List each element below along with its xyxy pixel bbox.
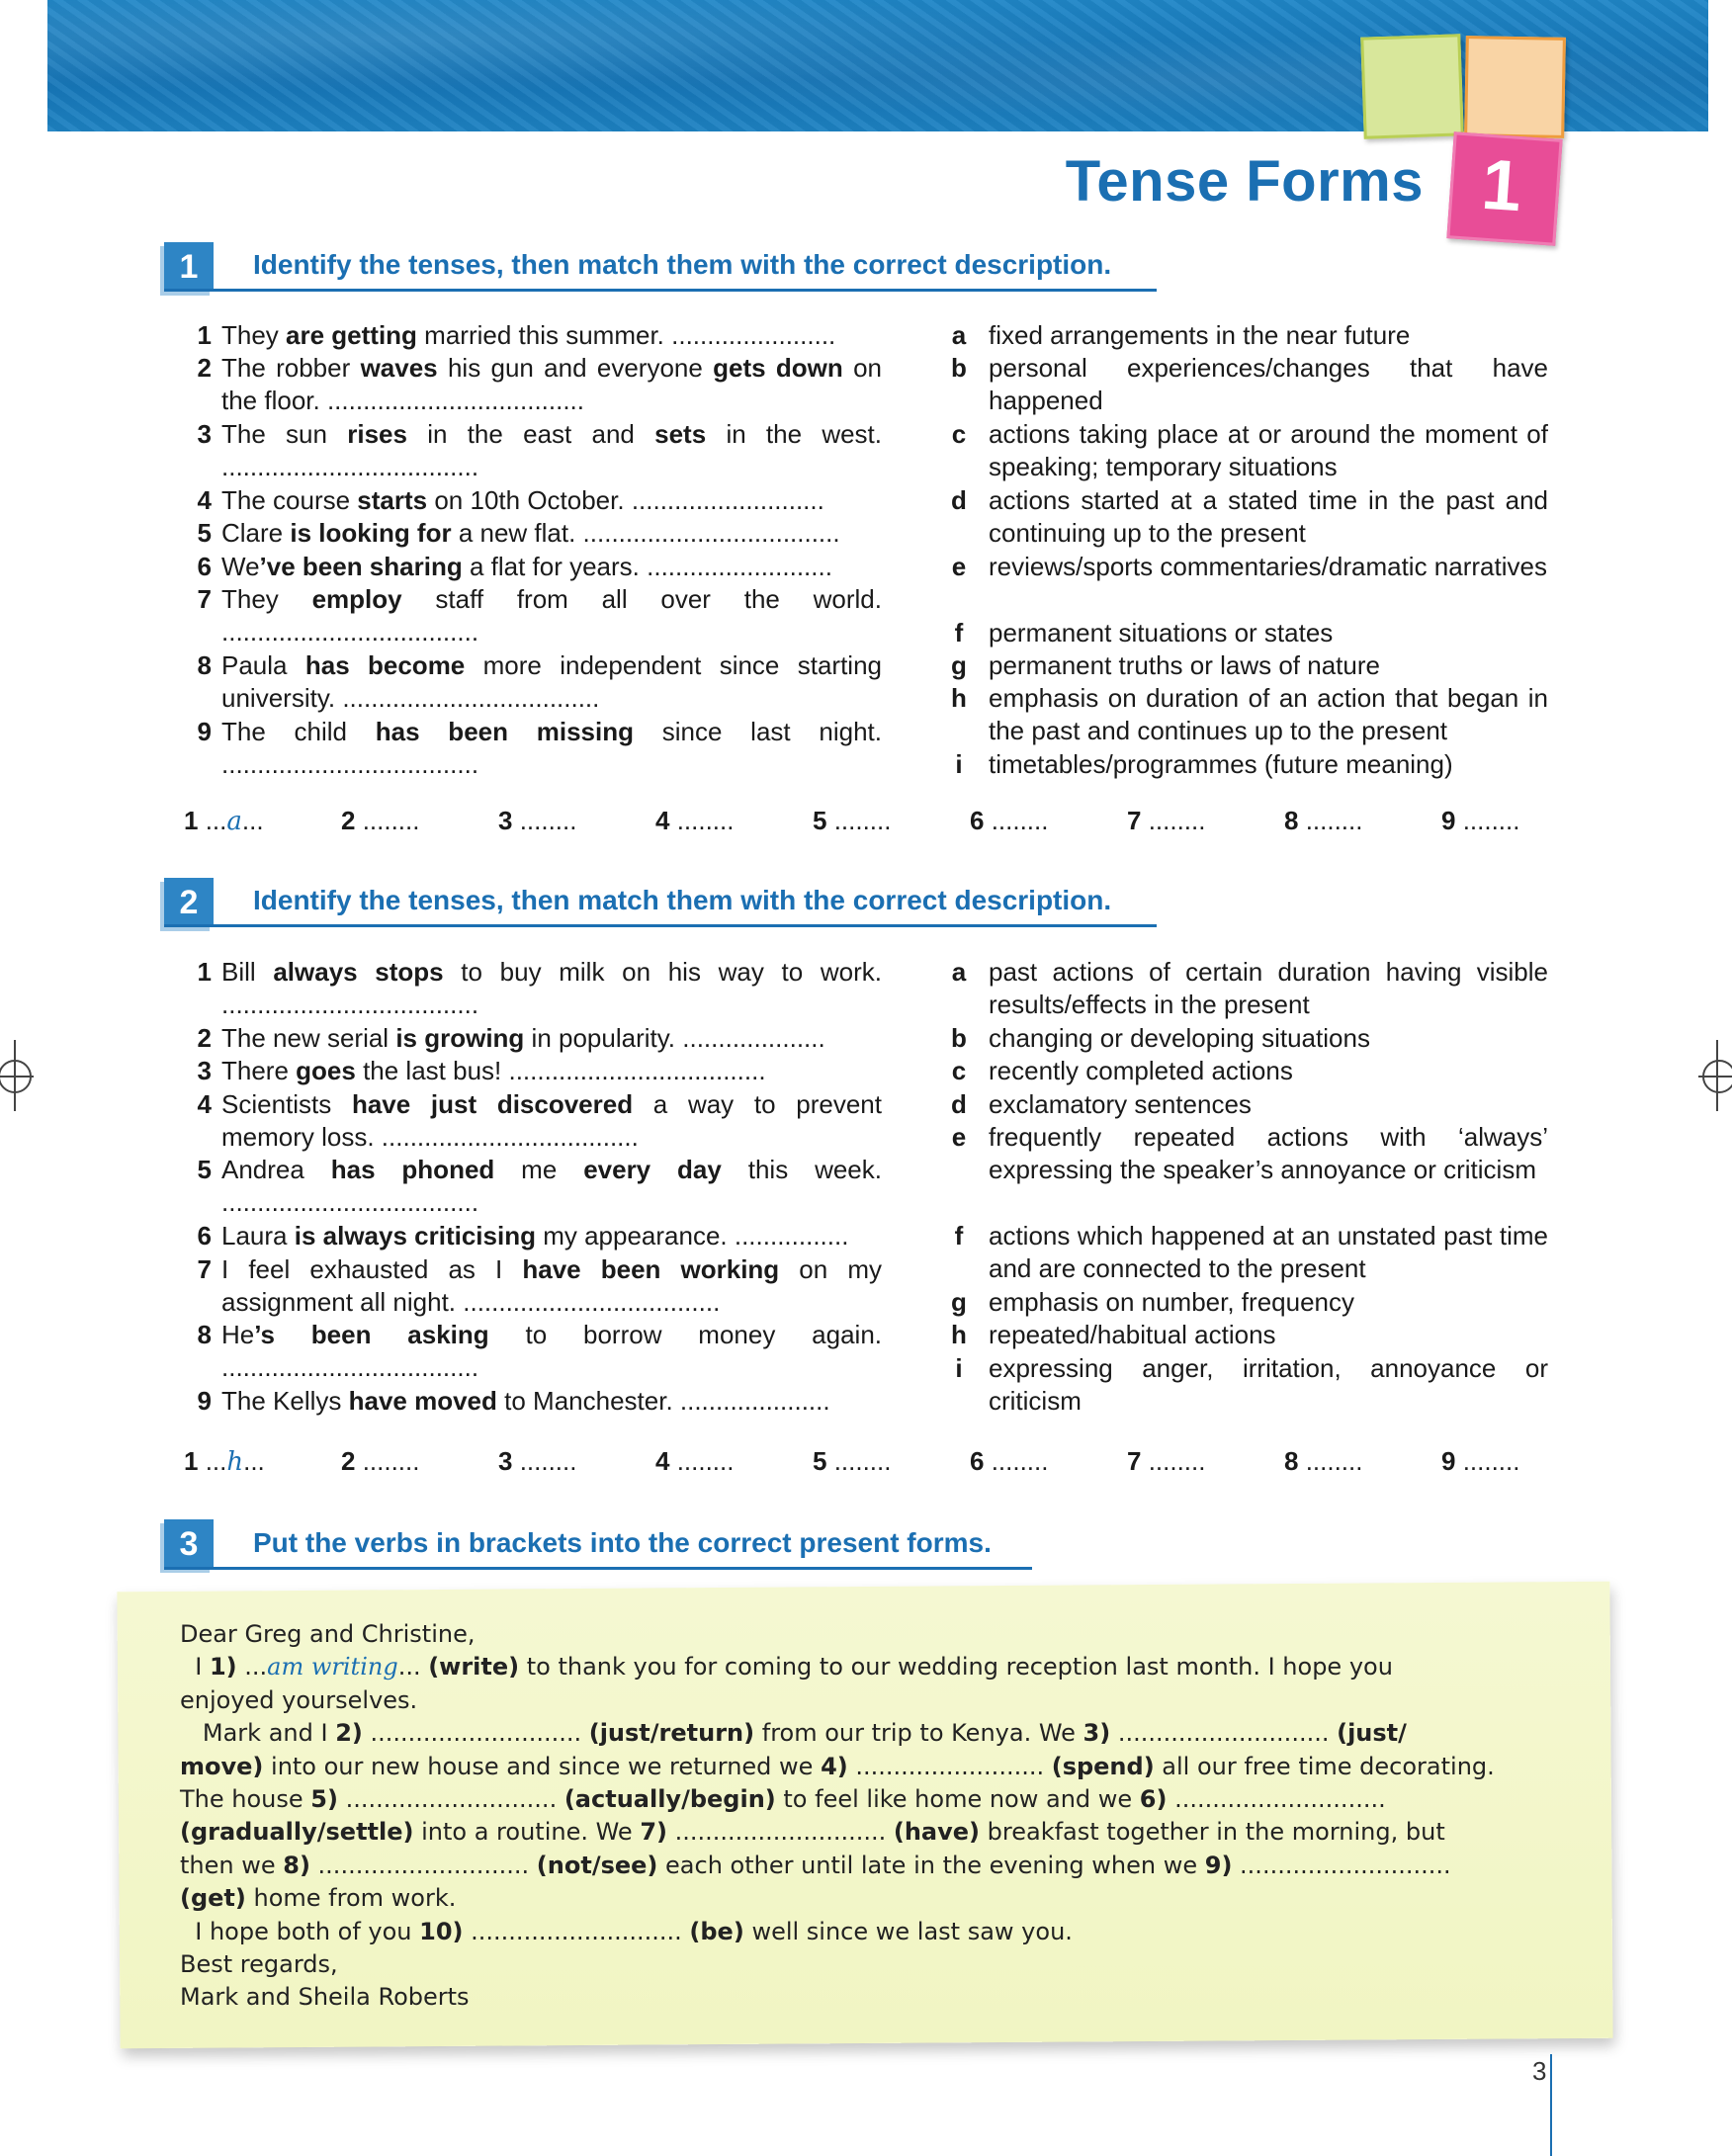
answer-blank: ........: [519, 1446, 577, 1476]
ex1-answer-1[interactable]: [184, 806, 264, 836]
ex1-desc-text: fixed arrangements in the near future: [989, 320, 1411, 350]
exercise-1-underline: [164, 289, 1157, 292]
answer-value: h: [226, 1447, 244, 1477]
ex2-desc-marker: a: [951, 957, 967, 987]
answer-number: 7: [1127, 806, 1149, 835]
ex1-desc-marker: d: [951, 485, 967, 515]
answer-blank: ........: [1305, 1446, 1363, 1476]
ex1-item-marker: 9: [197, 716, 212, 746]
ex1-item-text: The sun rises in the east and sets in the west. ....................................: [221, 419, 883, 482]
answer-blank: ...: [205, 1446, 227, 1476]
ex2-item-text: Bill always stops to buy milk on his way to work. ....................................: [221, 957, 882, 1019]
ex1-desc-marker: c: [951, 419, 967, 450]
ex1-answer-5[interactable]: [813, 806, 891, 836]
ex1-item-text: Clare is looking for a new flat. ....................................: [221, 518, 840, 549]
answer-blank: ........: [1148, 806, 1206, 835]
exercise-1-number: 1: [164, 242, 214, 292]
ex2-item-text: Laura is always criticising my appearance. ................: [221, 1221, 849, 1251]
ex1-item-text: They employ staff from all over the world. ....................................: [221, 584, 882, 647]
ex2-answer-1[interactable]: [184, 1446, 265, 1477]
ex1-desc-text: permanent truths or laws of nature: [989, 650, 1380, 680]
ex1-item-marker: 6: [197, 551, 212, 581]
ex2-desc-text: recently completed actions: [989, 1056, 1293, 1086]
ex2-item-text: The Kellys have moved to Manchester. .....................: [221, 1386, 830, 1417]
letter-line: (gradually/settle) into a routine. We 7) ............................ (have) breakfast together in the morning, but: [180, 1818, 1445, 1847]
ex2-item-marker: 2: [197, 1022, 212, 1053]
ex1-item-marker: 2: [197, 353, 212, 384]
ex1-item-marker: 4: [197, 485, 212, 515]
registration-mark-right-v: [1716, 1040, 1718, 1111]
ex1-answer-8[interactable]: [1284, 806, 1362, 836]
letter-line: (get) home from work.: [180, 1884, 457, 1913]
answer-number: 1: [184, 806, 206, 835]
exercise-1-instruction: Identify the tenses, then match them with the correct description.: [253, 249, 1112, 280]
ex2-answer-5[interactable]: [813, 1446, 891, 1477]
ex2-item-marker: 5: [197, 1155, 212, 1185]
page-title: Tense Forms: [1065, 149, 1424, 214]
ex1-desc-marker: i: [955, 749, 963, 780]
answer-number: 2: [341, 1446, 363, 1476]
ex2-desc-text: exclamatory sentences: [989, 1088, 1252, 1119]
ex2-item-marker: 6: [197, 1221, 212, 1251]
ex2-answer-3[interactable]: [498, 1446, 576, 1477]
ex1-item-marker: 8: [197, 650, 212, 680]
ex2-desc-marker: g: [951, 1287, 967, 1317]
ex1-item-text: We’ve been sharing a flat for years. ..........................: [221, 551, 832, 581]
letter-line: Mark and I 2) ............................ (just/return) from our trip to Kenya. We 3) ............................ (just/: [180, 1719, 1407, 1748]
page-number: 3: [1532, 2056, 1547, 2086]
ex2-item-marker: 8: [197, 1320, 212, 1350]
answer-number: 5: [813, 1446, 834, 1476]
answer-number: 4: [655, 806, 677, 835]
answer-blank: ........: [1462, 806, 1520, 835]
answer-number: 5: [813, 806, 834, 835]
ex2-desc-marker: i: [955, 1352, 963, 1383]
ex1-desc-marker: h: [951, 683, 967, 714]
letter-line: Mark and Sheila Roberts: [180, 1983, 470, 2012]
letter-line: Dear Greg and Christine,: [180, 1620, 476, 1648]
answer-number: 7: [1127, 1446, 1149, 1476]
exercise-2-instruction: Identify the tenses, then match them with the correct description.: [253, 885, 1112, 915]
ex1-item-text: The robber waves his gun and everyone gets down on the floor. ....................................: [221, 353, 883, 416]
letter-line: then we 8) ............................ (not/see) each other until late in the evening when we 9) ............................: [180, 1851, 1451, 1879]
ex2-desc-marker: d: [951, 1088, 967, 1119]
ex2-desc-text: changing or developing situations: [989, 1022, 1370, 1053]
answer-number: 6: [970, 1446, 992, 1476]
ex1-item-marker: 3: [197, 419, 212, 450]
answer-number: 3: [498, 1446, 520, 1476]
exercise-2-number: 2: [164, 878, 214, 927]
answer-blank: ........: [1148, 1446, 1206, 1476]
ex2-desc-text: emphasis on number, frequency: [989, 1287, 1354, 1317]
ex2-answer-7[interactable]: [1127, 1446, 1205, 1477]
answer-blank: ........: [362, 806, 420, 835]
letter-line: enjoyed yourselves.: [180, 1685, 418, 1714]
answer-number: 4: [655, 1446, 677, 1476]
registration-mark-left-v: [14, 1040, 16, 1111]
exercise-2-underline: [164, 924, 1157, 927]
answer-number: 3: [498, 806, 520, 835]
ex1-item-text: The child has been missing since last night. ....................................: [221, 716, 882, 779]
ex1-answer-9[interactable]: [1441, 806, 1519, 836]
exercise-3-instruction: Put the verbs in brackets into the correct present forms.: [253, 1527, 992, 1558]
ex2-desc-text: past actions of certain duration having visible results/effects in the present: [989, 957, 1548, 1019]
sticky-note-orange: [1464, 36, 1566, 138]
letter-line: I hope both of you 10) ............................ (be) well since we last saw you.: [180, 1917, 1073, 1945]
answer-blank: ........: [1462, 1446, 1520, 1476]
answer-number: 8: [1284, 806, 1306, 835]
ex2-desc-text: expressing anger, irritation, annoyance or criticism: [989, 1352, 1548, 1416]
letter-line: I 1) ...am writing... (write) to thank you for coming to our wedding reception last month. I hope you: [180, 1653, 1393, 1682]
ex1-item-text: The course starts on 10th October. ...........................: [221, 485, 824, 515]
answer-blank-end: ...: [241, 806, 264, 835]
registration-mark-right-h: [1698, 1076, 1732, 1078]
answer-blank: ........: [519, 806, 577, 835]
answer-number: 6: [970, 806, 992, 835]
ex1-item-text: Paula has become more independent since starting university. ....................................: [221, 650, 882, 713]
ex1-desc-text: timetables/programmes (future meaning): [989, 749, 1453, 780]
letter-line: Best regards,: [180, 1950, 338, 1978]
ex1-item-marker: 7: [197, 584, 212, 615]
answer-blank: ........: [833, 806, 892, 835]
ex2-desc-marker: b: [951, 1022, 967, 1053]
ex2-item-text: I feel exhausted as I have been working on my assignment all night. ....................................: [221, 1253, 882, 1317]
exercise-3-number: 3: [164, 1519, 214, 1569]
ex2-item-marker: 4: [197, 1088, 212, 1119]
ex2-answer-6[interactable]: [970, 1446, 1048, 1477]
answer-number: 8: [1284, 1446, 1306, 1476]
ex2-desc-marker: h: [951, 1320, 967, 1350]
ex1-answer-2[interactable]: [341, 806, 419, 836]
answer-blank: ........: [1305, 806, 1363, 835]
ex1-desc-text: actions started at a stated time in the past and continuing up to the present: [989, 485, 1548, 548]
letter-line: move) into our new house and since we returned we 4) ......................... (spend) all our free time decorating.: [180, 1752, 1495, 1780]
ex1-item-marker: 5: [197, 518, 212, 549]
ex2-desc-text: frequently repeated actions with ‘always’ expressing the speaker’s annoyance or criticism: [989, 1122, 1548, 1184]
ex1-item-marker: 1: [197, 320, 212, 350]
ex2-item-text: Andrea has phoned me every day this week. ....................................: [221, 1155, 882, 1218]
ex1-answer-3[interactable]: [498, 806, 576, 836]
ex1-desc-text: reviews/sports commentaries/dramatic narratives: [989, 551, 1547, 581]
registration-mark-left-h: [0, 1076, 34, 1078]
answer-blank: ........: [676, 806, 735, 835]
unit-number: 1: [1479, 144, 1524, 227]
exercise-3-underline: [164, 1567, 1032, 1570]
ex2-desc-marker: e: [951, 1122, 967, 1152]
ex1-answer-4[interactable]: [655, 806, 734, 836]
answer-number: 1: [184, 1446, 206, 1476]
answer-blank: ...: [205, 806, 227, 835]
ex2-item-marker: 1: [197, 957, 212, 987]
ex2-desc-text: actions which happened at an unstated past time and are connected to the present: [989, 1221, 1548, 1284]
ex2-item-marker: 3: [197, 1056, 212, 1086]
ex1-desc-marker: g: [951, 650, 967, 680]
ex1-desc-text: emphasis on duration of an action that began in the past and continues up to the present: [989, 683, 1548, 746]
ex1-item-text: They are getting married this summer. .......................: [221, 320, 836, 350]
ex1-desc-marker: e: [951, 551, 967, 581]
ex1-desc-marker: f: [954, 617, 964, 647]
answer-blank: ........: [676, 1446, 735, 1476]
ex1-desc-text: personal experiences/changes that have happened: [989, 353, 1548, 416]
answer-number: 2: [341, 806, 363, 835]
ex2-answer-4[interactable]: [655, 1446, 734, 1477]
page-rule: [1550, 2054, 1552, 2156]
ex2-answer-9[interactable]: [1441, 1446, 1519, 1477]
ex2-item-text: Scientists have just discovered a way to prevent memory loss. ....................................: [221, 1088, 882, 1152]
ex2-item-text: There goes the last bus! ....................................: [221, 1056, 766, 1086]
ex2-item-text: He’s been asking to borrow money again. ....................................: [221, 1320, 882, 1383]
answer-blank: ........: [362, 1446, 420, 1476]
answer-blank: ........: [833, 1446, 892, 1476]
answer-number: 9: [1441, 806, 1463, 835]
ex2-answer-8[interactable]: [1284, 1446, 1362, 1477]
ex2-desc-marker: c: [951, 1056, 967, 1086]
sticky-note-green: [1360, 34, 1464, 138]
answer-number: 9: [1441, 1446, 1463, 1476]
ex1-answer-6[interactable]: [970, 806, 1048, 836]
answer-blank: ........: [991, 806, 1049, 835]
ex1-desc-text: permanent situations or states: [989, 617, 1334, 647]
answer-blank-end: ...: [243, 1446, 265, 1476]
letter-line: The house 5) ............................ (actually/begin) to feel like home now and we 6) ............................: [180, 1785, 1386, 1813]
ex2-item-marker: 9: [197, 1386, 212, 1417]
ex1-desc-text: actions taking place at or around the moment of speaking; temporary situations: [989, 419, 1548, 482]
answer-value: a: [226, 807, 242, 836]
ex2-desc-marker: f: [954, 1221, 964, 1251]
ex2-desc-text: repeated/habitual actions: [989, 1320, 1276, 1350]
answer-blank: ........: [991, 1446, 1049, 1476]
ex1-desc-marker: a: [951, 320, 967, 350]
ex2-item-text: The new serial is growing in popularity. ....................: [221, 1022, 825, 1053]
ex2-answer-2[interactable]: [341, 1446, 419, 1477]
ex2-item-marker: 7: [197, 1253, 212, 1284]
ex1-answer-7[interactable]: [1127, 806, 1205, 836]
ex1-desc-marker: b: [951, 353, 967, 384]
